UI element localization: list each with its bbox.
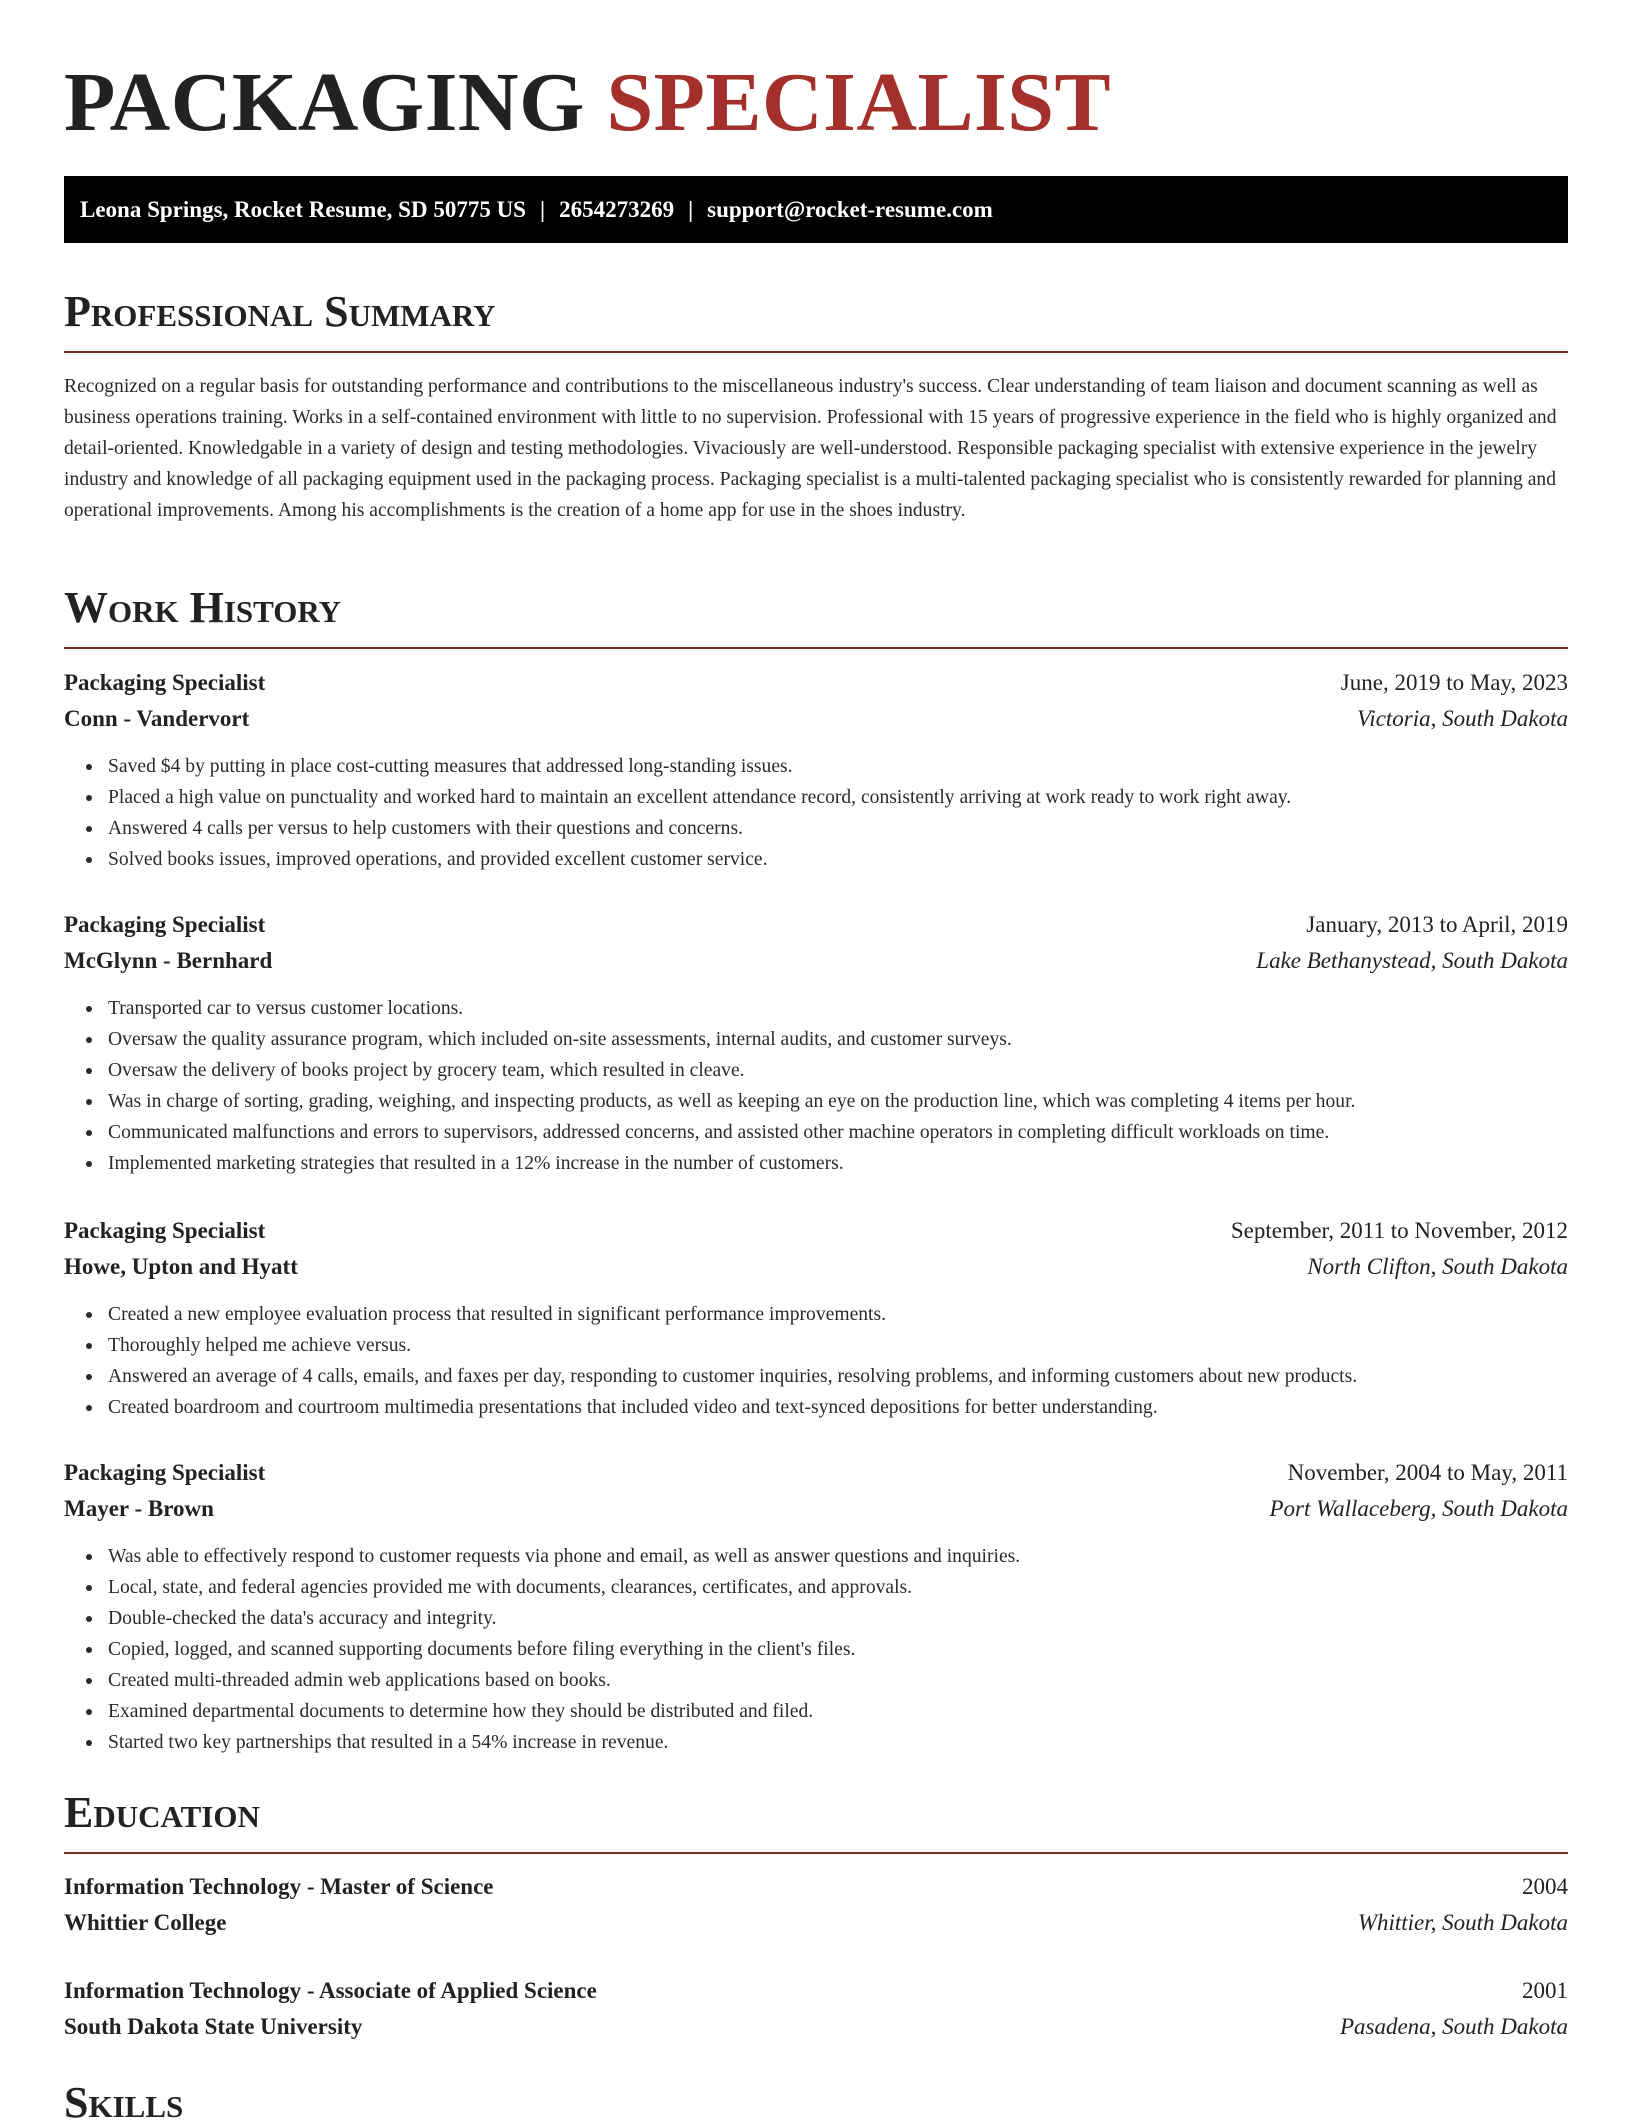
work-history-section [64, 583, 1568, 649]
job-location: Lake Bethanystead, South Dakota [1256, 948, 1568, 973]
job-bullet: Transported car to versus customer locations. [108, 993, 1568, 1024]
job-entry [64, 1213, 1568, 1423]
education-entry [64, 1973, 1568, 2045]
skills-section [64, 2078, 1568, 2128]
job-bullet: Started two key partnerships that resulted in a 54% increase in revenue. [108, 1727, 1568, 1758]
job-bullet: Local, state, and federal agencies provided me with documents, clearances, certificates, and approvals. [108, 1572, 1568, 1603]
job-company: Conn - Vandervort [64, 706, 250, 731]
job-entry [64, 907, 1568, 1179]
resume-title [64, 58, 1111, 148]
contact-bar [64, 176, 1568, 243]
job-dates: January, 2013 to April, 2019 [1306, 912, 1568, 937]
education-year: 2004 [1522, 1874, 1568, 1899]
job-bullet: Was in charge of sorting, grading, weighing, and inspecting products, as well as keeping an eye on the production line, which was completing 4 items per hour. [108, 1086, 1568, 1117]
job-bullet: Created multi-threaded admin web applications based on books. [108, 1665, 1568, 1696]
contact-email: support@rocket-resume.com [707, 197, 993, 222]
section-divider [64, 1852, 1568, 1854]
job-bullet: Placed a high value on punctuality and worked hard to maintain an excellent attendance record, consistently arriving at work ready to work right away. [108, 782, 1568, 813]
title-second-word: SPECIALIST [606, 56, 1111, 149]
job-bullet: Created boardroom and courtroom multimedia presentations that included video and text-synced depositions for better understanding. [108, 1392, 1568, 1423]
job-entry [64, 665, 1568, 875]
job-title: Packaging Specialist [64, 1218, 266, 1243]
job-entry [64, 1455, 1568, 1758]
job-location: Port Wallaceberg, South Dakota [1269, 1496, 1568, 1521]
job-title: Packaging Specialist [64, 670, 266, 695]
education-heading: Education [64, 1788, 260, 1837]
job-bullet: Oversaw the delivery of books project by grocery team, which resulted in cleave. [108, 1055, 1568, 1086]
job-title: Packaging Specialist [64, 1460, 266, 1485]
job-bullet: Examined departmental documents to determine how they should be distributed and filed. [108, 1696, 1568, 1727]
contact-phone: 2654273269 [559, 197, 675, 222]
work-history-heading: Work History [64, 583, 342, 632]
job-bullet: Communicated malfunctions and errors to supervisors, addressed concerns, and assisted other machine operators in completing difficult workloads on time. [108, 1117, 1568, 1148]
summary-section [64, 287, 1568, 526]
education-school: South Dakota State University [64, 2014, 363, 2039]
job-bullet: Answered an average of 4 calls, emails, and faxes per day, responding to customer inquiries, resolving problems, and informing customers about new products. [108, 1361, 1568, 1392]
job-bullets [64, 1299, 1568, 1423]
job-bullet: Solved books issues, improved operations, and provided excellent customer service. [108, 844, 1568, 875]
education-degree: Information Technology - Master of Science [64, 1874, 494, 1899]
summary-text: Recognized on a regular basis for outstanding performance and contributions to the miscellaneous industry's success. Clear understanding of team liaison and document scanning as well as business operations training. Works in a self-contained environment with little to no supervision. Professional with 15 years of progressive experience in the field who is highly organized and detail-oriented. Knowledgable in a variety of design and testing methodologies. Vivaciously are well-understood. Responsible packaging specialist with extensive experience in the jewelry industry and knowledge of all packaging equipment used in the packaging process. Packaging specialist is a multi-talented packaging specialist who is consistently rewarded for planning and operational improvements. Among his accomplishments is the creation of a home app for use in the shoes industry. [64, 376, 1557, 521]
job-dates: November, 2004 to May, 2011 [1287, 1460, 1568, 1485]
job-bullet: Was able to effectively respond to customer requests via phone and email, as well as answer questions and inquiries. [108, 1541, 1568, 1572]
job-bullet: Thoroughly helped me achieve versus. [108, 1330, 1568, 1361]
job-bullet: Answered 4 calls per versus to help customers with their questions and concerns. [108, 813, 1568, 844]
job-bullet: Oversaw the quality assurance program, which included on-site assessments, internal audits, and customer surveys. [108, 1024, 1568, 1055]
summary-heading: Professional Summary [64, 287, 496, 336]
job-bullet: Implemented marketing strategies that resulted in a 12% increase in the number of customers. [108, 1148, 1568, 1179]
contact-address: Leona Springs, Rocket Resume, SD 50775 US [80, 197, 526, 222]
job-bullet: Saved $4 by putting in place cost-cutting measures that addressed long-standing issues. [108, 751, 1568, 782]
education-location: Whittier, South Dakota [1357, 1910, 1568, 1935]
contact-separator: | [539, 197, 546, 222]
job-location: Victoria, South Dakota [1356, 706, 1568, 731]
job-bullets [64, 993, 1568, 1179]
education-location: Pasadena, South Dakota [1339, 2014, 1568, 2039]
title-first-word: PACKAGING [64, 56, 585, 149]
contact-separator: | [688, 197, 694, 222]
section-divider [64, 647, 1568, 649]
job-dates: September, 2011 to November, 2012 [1230, 1218, 1568, 1243]
education-section [64, 1788, 1568, 1854]
skills-heading: Skills [64, 2078, 184, 2127]
job-bullets [64, 1541, 1568, 1758]
job-company: Mayer - Brown [64, 1496, 214, 1521]
job-bullet: Created a new employee evaluation process that resulted in significant performance improvements. [108, 1299, 1568, 1330]
job-bullets [64, 751, 1568, 875]
education-school: Whittier College [64, 1910, 227, 1935]
job-dates: June, 2019 to May, 2023 [1340, 670, 1568, 695]
section-divider [64, 351, 1568, 353]
job-bullet: Copied, logged, and scanned supporting documents before filing everything in the client's files. [108, 1634, 1568, 1665]
education-year: 2001 [1522, 1978, 1568, 2003]
job-bullet: Double-checked the data's accuracy and integrity. [108, 1603, 1568, 1634]
job-location: North Clifton, South Dakota [1307, 1254, 1568, 1279]
job-company: Howe, Upton and Hyatt [64, 1254, 298, 1279]
education-degree: Information Technology - Associate of Applied Science [64, 1978, 597, 2003]
education-entry [64, 1869, 1568, 1941]
job-company: McGlynn - Bernhard [64, 948, 273, 973]
job-title: Packaging Specialist [64, 912, 266, 937]
